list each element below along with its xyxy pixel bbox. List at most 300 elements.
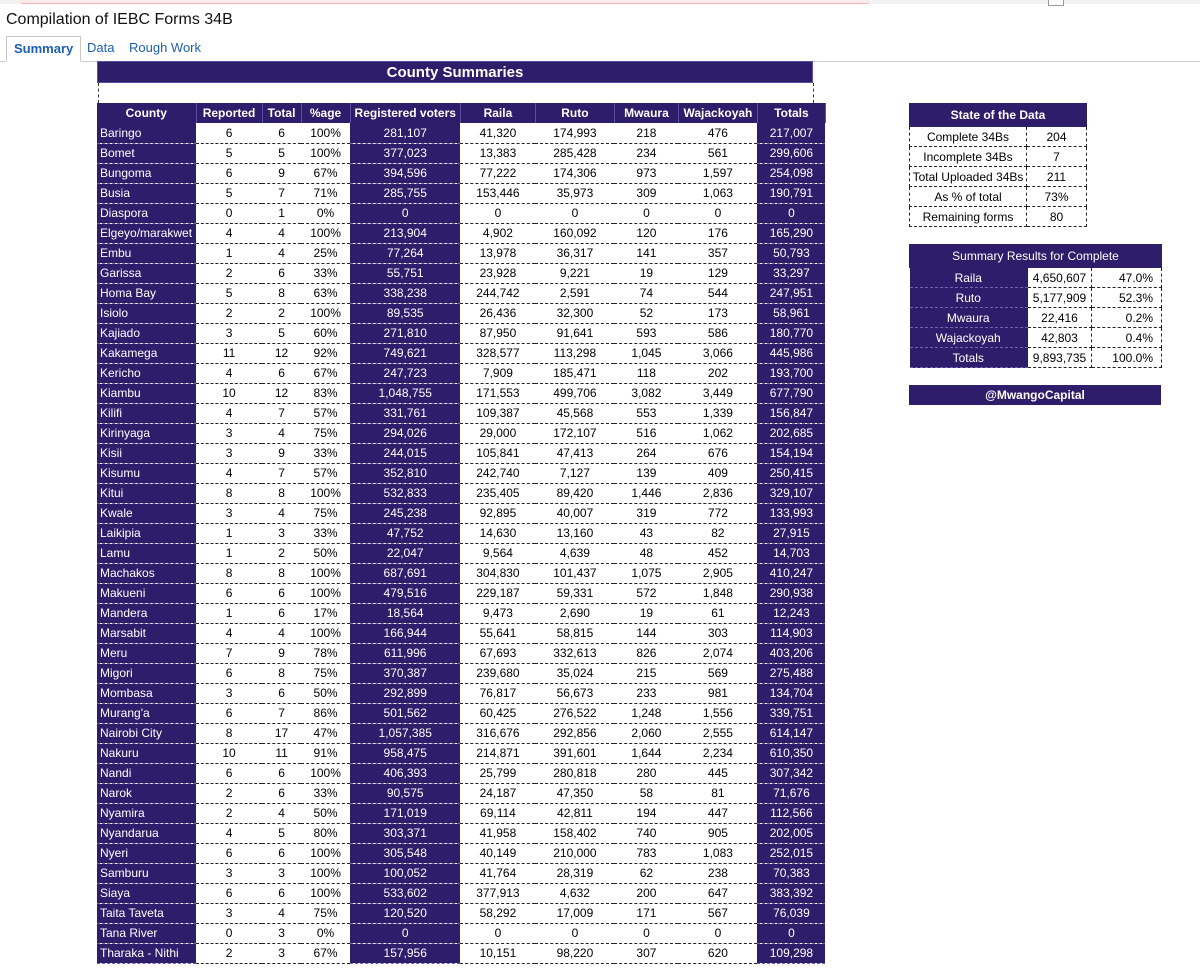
cell-reported[interactable]: 2	[196, 303, 262, 323]
cell-total[interactable]: 2	[262, 543, 301, 563]
cell-reported[interactable]: 4	[196, 463, 262, 483]
cell-registered-voters[interactable]: 0	[350, 203, 460, 223]
cell-wajackoyah[interactable]: 238	[678, 863, 757, 883]
cell-wajackoyah[interactable]: 1,339	[678, 403, 757, 423]
cell-total[interactable]: 4	[262, 623, 301, 643]
cell-registered-voters[interactable]: 479,516	[350, 583, 460, 603]
cell-mwaura[interactable]: 3,082	[614, 383, 678, 403]
cell-percentage[interactable]: 0%	[301, 203, 350, 223]
cell-county[interactable]: Nakuru	[97, 743, 196, 763]
cell-county[interactable]: Narok	[97, 783, 196, 803]
cell-mwaura[interactable]: 58	[614, 783, 678, 803]
cell-county[interactable]: Nyamira	[97, 803, 196, 823]
cell-mwaura[interactable]: 43	[614, 523, 678, 543]
cell-county[interactable]: Migori	[97, 663, 196, 683]
candidate-share[interactable]: 0.4%	[1092, 328, 1162, 348]
cell-totals[interactable]: 50,793	[757, 243, 825, 263]
cell-registered-voters[interactable]: 120,520	[350, 903, 460, 923]
cell-totals[interactable]: 114,903	[757, 623, 825, 643]
cell-wajackoyah[interactable]: 409	[678, 463, 757, 483]
cell-ruto[interactable]: 276,522	[535, 703, 614, 723]
cell-reported[interactable]: 5	[196, 143, 262, 163]
cell-wajackoyah[interactable]: 82	[678, 523, 757, 543]
cell-registered-voters[interactable]: 18,564	[350, 603, 460, 623]
cell-registered-voters[interactable]: 47,752	[350, 523, 460, 543]
cell-percentage[interactable]: 100%	[301, 583, 350, 603]
cell-total[interactable]: 17	[262, 723, 301, 743]
cell-raila[interactable]: 67,693	[460, 643, 535, 663]
cell-mwaura[interactable]: 309	[614, 183, 678, 203]
cell-wajackoyah[interactable]: 303	[678, 623, 757, 643]
cell-county[interactable]: Nandi	[97, 763, 196, 783]
cell-raila[interactable]: 14,630	[460, 523, 535, 543]
candidate-votes[interactable]: 4,650,607	[1028, 268, 1092, 288]
cell-ruto[interactable]: 47,413	[535, 443, 614, 463]
cell-totals[interactable]: 154,194	[757, 443, 825, 463]
cell-totals[interactable]: 33,297	[757, 263, 825, 283]
cell-registered-voters[interactable]: 55,751	[350, 263, 460, 283]
cell-ruto[interactable]: 7,127	[535, 463, 614, 483]
cell-wajackoyah[interactable]: 3,449	[678, 383, 757, 403]
cell-wajackoyah[interactable]: 176	[678, 223, 757, 243]
cell-registered-voters[interactable]: 157,956	[350, 943, 460, 963]
state-value[interactable]: 211	[1027, 167, 1087, 187]
cell-mwaura[interactable]: 52	[614, 303, 678, 323]
cell-totals[interactable]: 71,676	[757, 783, 825, 803]
cell-totals[interactable]: 275,488	[757, 663, 825, 683]
cell-ruto[interactable]: 0	[535, 923, 614, 943]
cell-ruto[interactable]: 172,107	[535, 423, 614, 443]
cell-total[interactable]: 9	[262, 443, 301, 463]
cell-county[interactable]: Kitui	[97, 483, 196, 503]
cell-total[interactable]: 4	[262, 503, 301, 523]
cell-raila[interactable]: 29,000	[460, 423, 535, 443]
cell-wajackoyah[interactable]: 61	[678, 603, 757, 623]
cell-wajackoyah[interactable]: 1,063	[678, 183, 757, 203]
cell-wajackoyah[interactable]: 2,234	[678, 743, 757, 763]
cell-raila[interactable]: 92,895	[460, 503, 535, 523]
cell-mwaura[interactable]: 553	[614, 403, 678, 423]
cell-wajackoyah[interactable]: 173	[678, 303, 757, 323]
cell-totals[interactable]: 410,247	[757, 563, 825, 583]
cell-ruto[interactable]: 42,811	[535, 803, 614, 823]
cell-raila[interactable]: 214,871	[460, 743, 535, 763]
cell-totals[interactable]: 27,915	[757, 523, 825, 543]
candidate-share[interactable]: 52.3%	[1092, 288, 1162, 308]
cell-percentage[interactable]: 100%	[301, 483, 350, 503]
cell-raila[interactable]: 13,383	[460, 143, 535, 163]
cell-reported[interactable]: 5	[196, 183, 262, 203]
cell-total[interactable]: 7	[262, 403, 301, 423]
cell-wajackoyah[interactable]: 445	[678, 763, 757, 783]
cell-total[interactable]: 8	[262, 563, 301, 583]
cell-registered-voters[interactable]: 303,371	[350, 823, 460, 843]
cell-total[interactable]: 4	[262, 243, 301, 263]
cell-wajackoyah[interactable]: 357	[678, 243, 757, 263]
cell-county[interactable]: Kisii	[97, 443, 196, 463]
cell-county[interactable]: Laikipia	[97, 523, 196, 543]
cell-wajackoyah[interactable]: 1,556	[678, 703, 757, 723]
cell-county[interactable]: Kericho	[97, 363, 196, 383]
cell-reported[interactable]: 3	[196, 423, 262, 443]
cell-mwaura[interactable]: 19	[614, 263, 678, 283]
cell-mwaura[interactable]: 234	[614, 143, 678, 163]
cell-reported[interactable]: 3	[196, 503, 262, 523]
cell-county[interactable]: Homa Bay	[97, 283, 196, 303]
cell-reported[interactable]: 10	[196, 383, 262, 403]
cell-mwaura[interactable]: 264	[614, 443, 678, 463]
cell-percentage[interactable]: 91%	[301, 743, 350, 763]
cell-totals[interactable]: 156,847	[757, 403, 825, 423]
candidate-name[interactable]: Wajackoyah	[910, 328, 1028, 348]
cell-ruto[interactable]: 56,673	[535, 683, 614, 703]
cell-reported[interactable]: 2	[196, 803, 262, 823]
cell-county[interactable]: Samburu	[97, 863, 196, 883]
cell-wajackoyah[interactable]: 620	[678, 943, 757, 963]
cell-mwaura[interactable]: 120	[614, 223, 678, 243]
cell-totals[interactable]: 610,350	[757, 743, 825, 763]
cell-raila[interactable]: 4,902	[460, 223, 535, 243]
cell-wajackoyah[interactable]: 2,555	[678, 723, 757, 743]
cell-reported[interactable]: 1	[196, 243, 262, 263]
cell-total[interactable]: 4	[262, 423, 301, 443]
cell-total[interactable]: 8	[262, 483, 301, 503]
candidate-votes[interactable]: 9,893,735	[1028, 348, 1092, 368]
cell-reported[interactable]: 7	[196, 643, 262, 663]
cell-total[interactable]: 7	[262, 703, 301, 723]
cell-registered-voters[interactable]: 213,904	[350, 223, 460, 243]
state-value[interactable]: 73%	[1027, 187, 1087, 207]
cell-raila[interactable]: 58,292	[460, 903, 535, 923]
cell-total[interactable]: 6	[262, 683, 301, 703]
cell-registered-voters[interactable]: 171,019	[350, 803, 460, 823]
cell-percentage[interactable]: 33%	[301, 783, 350, 803]
candidate-share[interactable]: 100.0%	[1092, 348, 1162, 368]
cell-raila[interactable]: 41,320	[460, 123, 535, 143]
cell-ruto[interactable]: 91,641	[535, 323, 614, 343]
cell-totals[interactable]: 290,938	[757, 583, 825, 603]
cell-registered-voters[interactable]: 749,621	[350, 343, 460, 363]
cell-mwaura[interactable]: 740	[614, 823, 678, 843]
cell-ruto[interactable]: 391,601	[535, 743, 614, 763]
cell-raila[interactable]: 229,187	[460, 583, 535, 603]
cell-total[interactable]: 1	[262, 203, 301, 223]
cell-reported[interactable]: 2	[196, 943, 262, 963]
cell-totals[interactable]: 109,298	[757, 943, 825, 963]
cell-raila[interactable]: 55,641	[460, 623, 535, 643]
cell-mwaura[interactable]: 572	[614, 583, 678, 603]
cell-total[interactable]: 6	[262, 883, 301, 903]
cell-ruto[interactable]: 28,319	[535, 863, 614, 883]
cell-total[interactable]: 12	[262, 383, 301, 403]
cell-percentage[interactable]: 67%	[301, 163, 350, 183]
cell-ruto[interactable]: 285,428	[535, 143, 614, 163]
cell-wajackoyah[interactable]: 567	[678, 903, 757, 923]
cell-wajackoyah[interactable]: 2,074	[678, 643, 757, 663]
cell-percentage[interactable]: 83%	[301, 383, 350, 403]
cell-county[interactable]: Kakamega	[97, 343, 196, 363]
cell-wajackoyah[interactable]: 452	[678, 543, 757, 563]
cell-mwaura[interactable]: 141	[614, 243, 678, 263]
cell-totals[interactable]: 112,566	[757, 803, 825, 823]
cell-totals[interactable]: 250,415	[757, 463, 825, 483]
cell-totals[interactable]: 193,700	[757, 363, 825, 383]
cell-total[interactable]: 2	[262, 303, 301, 323]
toolbar-icon[interactable]	[1048, 0, 1064, 6]
cell-mwaura[interactable]: 215	[614, 663, 678, 683]
cell-total[interactable]: 5	[262, 823, 301, 843]
cell-raila[interactable]: 153,446	[460, 183, 535, 203]
cell-percentage[interactable]: 100%	[301, 623, 350, 643]
cell-wajackoyah[interactable]: 544	[678, 283, 757, 303]
cell-wajackoyah[interactable]: 476	[678, 123, 757, 143]
cell-ruto[interactable]: 98,220	[535, 943, 614, 963]
cell-reported[interactable]: 6	[196, 583, 262, 603]
cell-mwaura[interactable]: 0	[614, 923, 678, 943]
cell-registered-voters[interactable]: 394,596	[350, 163, 460, 183]
cell-reported[interactable]: 8	[196, 723, 262, 743]
cell-mwaura[interactable]: 139	[614, 463, 678, 483]
cell-total[interactable]: 8	[262, 283, 301, 303]
candidate-share[interactable]: 47.0%	[1092, 268, 1162, 288]
cell-ruto[interactable]: 35,024	[535, 663, 614, 683]
cell-registered-voters[interactable]: 331,761	[350, 403, 460, 423]
cell-wajackoyah[interactable]: 1,062	[678, 423, 757, 443]
cell-totals[interactable]: 70,383	[757, 863, 825, 883]
cell-reported[interactable]: 3	[196, 683, 262, 703]
cell-ruto[interactable]: 499,706	[535, 383, 614, 403]
cell-mwaura[interactable]: 1,446	[614, 483, 678, 503]
cell-total[interactable]: 3	[262, 863, 301, 883]
cell-total[interactable]: 3	[262, 523, 301, 543]
cell-county[interactable]: Nyandarua	[97, 823, 196, 843]
cell-totals[interactable]: 134,704	[757, 683, 825, 703]
cell-total[interactable]: 4	[262, 803, 301, 823]
cell-registered-voters[interactable]: 294,026	[350, 423, 460, 443]
cell-ruto[interactable]: 89,420	[535, 483, 614, 503]
candidate-votes[interactable]: 5,177,909	[1028, 288, 1092, 308]
cell-ruto[interactable]: 45,568	[535, 403, 614, 423]
cell-total[interactable]: 6	[262, 263, 301, 283]
cell-percentage[interactable]: 60%	[301, 323, 350, 343]
cell-raila[interactable]: 105,841	[460, 443, 535, 463]
state-label[interactable]: Complete 34Bs	[910, 127, 1027, 147]
cell-registered-voters[interactable]: 271,810	[350, 323, 460, 343]
cell-ruto[interactable]: 185,471	[535, 363, 614, 383]
cell-wajackoyah[interactable]: 1,597	[678, 163, 757, 183]
cell-county[interactable]: Machakos	[97, 563, 196, 583]
cell-raila[interactable]: 7,909	[460, 363, 535, 383]
cell-mwaura[interactable]: 1,075	[614, 563, 678, 583]
candidate-name[interactable]: Mwaura	[910, 308, 1028, 328]
cell-percentage[interactable]: 57%	[301, 403, 350, 423]
cell-county[interactable]: Marsabit	[97, 623, 196, 643]
cell-totals[interactable]: 329,107	[757, 483, 825, 503]
cell-percentage[interactable]: 50%	[301, 803, 350, 823]
cell-reported[interactable]: 6	[196, 883, 262, 903]
state-label[interactable]: Total Uploaded 34Bs	[910, 167, 1027, 187]
address-bar-edge[interactable]	[20, 0, 870, 4]
cell-mwaura[interactable]: 0	[614, 203, 678, 223]
cell-totals[interactable]: 307,342	[757, 763, 825, 783]
cell-totals[interactable]: 12,243	[757, 603, 825, 623]
cell-county[interactable]: Kirinyaga	[97, 423, 196, 443]
cell-percentage[interactable]: 100%	[301, 223, 350, 243]
cell-reported[interactable]: 4	[196, 223, 262, 243]
cell-percentage[interactable]: 67%	[301, 363, 350, 383]
cell-reported[interactable]: 3	[196, 323, 262, 343]
cell-county[interactable]: Kajiado	[97, 323, 196, 343]
cell-county[interactable]: Garissa	[97, 263, 196, 283]
cell-reported[interactable]: 1	[196, 523, 262, 543]
cell-registered-voters[interactable]: 285,755	[350, 183, 460, 203]
cell-county[interactable]: Tharaka - Nithi	[97, 943, 196, 963]
cell-wajackoyah[interactable]: 81	[678, 783, 757, 803]
cell-mwaura[interactable]: 516	[614, 423, 678, 443]
cell-county[interactable]: Baringo	[97, 123, 196, 143]
cell-raila[interactable]: 23,928	[460, 263, 535, 283]
cell-percentage[interactable]: 100%	[301, 843, 350, 863]
cell-raila[interactable]: 239,680	[460, 663, 535, 683]
cell-totals[interactable]: 165,290	[757, 223, 825, 243]
cell-total[interactable]: 6	[262, 123, 301, 143]
cell-wajackoyah[interactable]: 202	[678, 363, 757, 383]
cell-percentage[interactable]: 100%	[301, 143, 350, 163]
cell-wajackoyah[interactable]: 1,083	[678, 843, 757, 863]
cell-reported[interactable]: 8	[196, 483, 262, 503]
cell-registered-voters[interactable]: 406,393	[350, 763, 460, 783]
cell-county[interactable]: Lamu	[97, 543, 196, 563]
cell-totals[interactable]: 14,703	[757, 543, 825, 563]
cell-county[interactable]: Elgeyo/marakwet	[97, 223, 196, 243]
cell-reported[interactable]: 2	[196, 783, 262, 803]
cell-county[interactable]: Embu	[97, 243, 196, 263]
cell-raila[interactable]: 377,913	[460, 883, 535, 903]
cell-registered-voters[interactable]: 292,899	[350, 683, 460, 703]
candidate-votes[interactable]: 42,803	[1028, 328, 1092, 348]
cell-wajackoyah[interactable]: 129	[678, 263, 757, 283]
cell-mwaura[interactable]: 19	[614, 603, 678, 623]
cell-percentage[interactable]: 67%	[301, 943, 350, 963]
cell-ruto[interactable]: 13,160	[535, 523, 614, 543]
cell-totals[interactable]: 339,751	[757, 703, 825, 723]
cell-wajackoyah[interactable]: 2,905	[678, 563, 757, 583]
cell-wajackoyah[interactable]: 1,848	[678, 583, 757, 603]
cell-county[interactable]: Busia	[97, 183, 196, 203]
cell-registered-voters[interactable]: 22,047	[350, 543, 460, 563]
cell-raila[interactable]: 235,405	[460, 483, 535, 503]
cell-wajackoyah[interactable]: 772	[678, 503, 757, 523]
cell-percentage[interactable]: 75%	[301, 903, 350, 923]
cell-county[interactable]: Taita Taveta	[97, 903, 196, 923]
cell-total[interactable]: 11	[262, 743, 301, 763]
cell-reported[interactable]: 6	[196, 843, 262, 863]
cell-ruto[interactable]: 2,690	[535, 603, 614, 623]
cell-reported[interactable]: 3	[196, 443, 262, 463]
cell-raila[interactable]: 69,114	[460, 803, 535, 823]
cell-raila[interactable]: 0	[460, 923, 535, 943]
cell-county[interactable]: Nairobi City	[97, 723, 196, 743]
cell-total[interactable]: 5	[262, 323, 301, 343]
cell-reported[interactable]: 3	[196, 903, 262, 923]
cell-ruto[interactable]: 174,306	[535, 163, 614, 183]
cell-reported[interactable]: 4	[196, 823, 262, 843]
cell-ruto[interactable]: 158,402	[535, 823, 614, 843]
cell-raila[interactable]: 26,436	[460, 303, 535, 323]
cell-ruto[interactable]: 101,437	[535, 563, 614, 583]
cell-mwaura[interactable]: 171	[614, 903, 678, 923]
cell-ruto[interactable]: 58,815	[535, 623, 614, 643]
cell-totals[interactable]: 252,015	[757, 843, 825, 863]
cell-total[interactable]: 3	[262, 943, 301, 963]
cell-raila[interactable]: 242,740	[460, 463, 535, 483]
cell-registered-voters[interactable]: 90,575	[350, 783, 460, 803]
cell-mwaura[interactable]: 783	[614, 843, 678, 863]
cell-mwaura[interactable]: 593	[614, 323, 678, 343]
cell-registered-voters[interactable]: 1,048,755	[350, 383, 460, 403]
cell-registered-voters[interactable]: 377,023	[350, 143, 460, 163]
cell-county[interactable]: Meru	[97, 643, 196, 663]
cell-county[interactable]: Diaspora	[97, 203, 196, 223]
cell-percentage[interactable]: 100%	[301, 883, 350, 903]
cell-raila[interactable]: 41,764	[460, 863, 535, 883]
cell-ruto[interactable]: 35,973	[535, 183, 614, 203]
cell-registered-voters[interactable]: 501,562	[350, 703, 460, 723]
cell-total[interactable]: 6	[262, 603, 301, 623]
cell-wajackoyah[interactable]: 569	[678, 663, 757, 683]
cell-reported[interactable]: 10	[196, 743, 262, 763]
cell-totals[interactable]: 299,606	[757, 143, 825, 163]
cell-percentage[interactable]: 100%	[301, 303, 350, 323]
cell-ruto[interactable]: 17,009	[535, 903, 614, 923]
cell-mwaura[interactable]: 48	[614, 543, 678, 563]
cell-percentage[interactable]: 17%	[301, 603, 350, 623]
cell-reported[interactable]: 3	[196, 863, 262, 883]
cell-reported[interactable]: 11	[196, 343, 262, 363]
cell-registered-voters[interactable]: 0	[350, 923, 460, 943]
cell-registered-voters[interactable]: 245,238	[350, 503, 460, 523]
cell-totals[interactable]: 133,993	[757, 503, 825, 523]
cell-reported[interactable]: 5	[196, 283, 262, 303]
cell-mwaura[interactable]: 144	[614, 623, 678, 643]
tab-data[interactable]: Data	[87, 40, 115, 55]
cell-total[interactable]: 7	[262, 463, 301, 483]
cell-totals[interactable]: 445,986	[757, 343, 825, 363]
cell-ruto[interactable]: 9,221	[535, 263, 614, 283]
cell-totals[interactable]: 247,951	[757, 283, 825, 303]
cell-wajackoyah[interactable]: 981	[678, 683, 757, 703]
cell-county[interactable]: Tana River	[97, 923, 196, 943]
candidate-name[interactable]: Raila	[910, 268, 1028, 288]
cell-reported[interactable]: 0	[196, 923, 262, 943]
cell-raila[interactable]: 328,577	[460, 343, 535, 363]
cell-ruto[interactable]: 2,591	[535, 283, 614, 303]
cell-reported[interactable]: 6	[196, 163, 262, 183]
cell-raila[interactable]: 304,830	[460, 563, 535, 583]
cell-ruto[interactable]: 113,298	[535, 343, 614, 363]
cell-percentage[interactable]: 50%	[301, 543, 350, 563]
cell-mwaura[interactable]: 218	[614, 123, 678, 143]
cell-reported[interactable]: 4	[196, 403, 262, 423]
cell-wajackoyah[interactable]: 561	[678, 143, 757, 163]
cell-raila[interactable]: 76,817	[460, 683, 535, 703]
cell-reported[interactable]: 6	[196, 763, 262, 783]
cell-mwaura[interactable]: 1,644	[614, 743, 678, 763]
state-value[interactable]: 204	[1027, 127, 1087, 147]
cell-percentage[interactable]: 63%	[301, 283, 350, 303]
cell-county[interactable]: Nyeri	[97, 843, 196, 863]
cell-percentage[interactable]: 33%	[301, 263, 350, 283]
